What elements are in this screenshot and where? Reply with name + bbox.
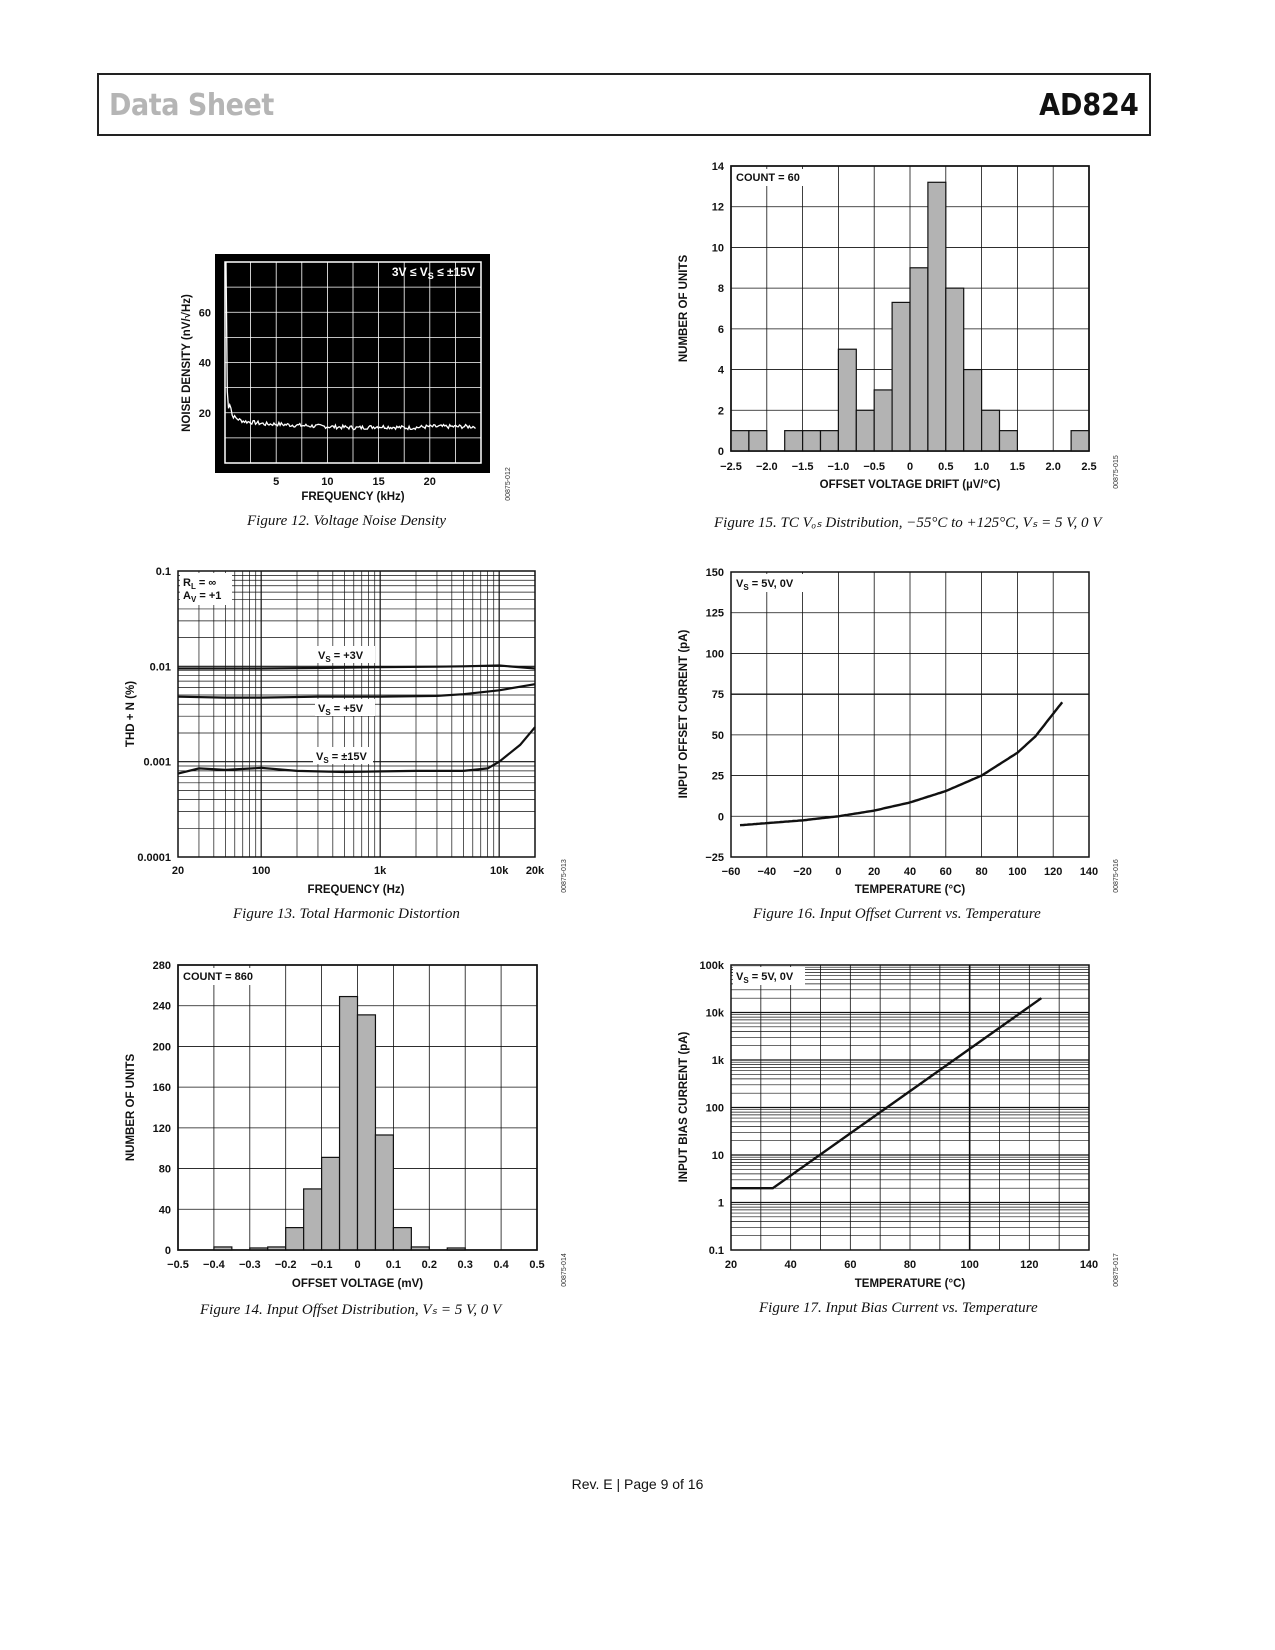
y-axis-label: INPUT OFFSET CURRENT (pA) [678,629,690,799]
figure-15-caption: Figure 15. TC Vₒₛ Distribution, −55°C to +125°C, Vₛ = 5 V, 0 V [714,515,1102,531]
y-tick-label: 12 [711,201,724,214]
y-tick-label: 0.0001 [137,852,171,864]
y-tick-label: 1 [717,1197,724,1210]
y-tick-label: 10 [711,1150,724,1162]
x-tick-label: 0.5 [529,1259,545,1271]
figure-code: 00875-012 [505,467,512,501]
x-tick-label: 20 [868,866,881,878]
x-tick-label: −1.0 [827,461,850,473]
x-tick-label: −40 [757,866,777,878]
x-tick-label: 2.0 [1045,461,1061,473]
x-tick-label: 20k [525,865,545,877]
y-axis-label: NOISE DENSITY (nV/√Hz) [181,294,193,432]
y-tick-label: 160 [152,1082,171,1095]
x-axis-label: FREQUENCY (Hz) [307,884,405,896]
series-label: $V_S = \pm 15V$ [316,751,367,765]
y-tick-label: 150 [705,567,724,579]
x-tick-label: 10k [489,865,509,877]
x-tick-label: −60 [721,866,741,878]
y-tick-label: 1k [711,1055,724,1067]
x-tick-label: −20 [793,866,812,878]
y-tick-label: 40 [158,1204,171,1217]
series-label: $V_S = +5V$ [318,703,364,717]
x-tick-label: 60 [844,1259,857,1271]
y-tick-label: 25 [711,770,724,783]
x-tick-label: 15 [372,476,385,488]
y-tick-label: 0.1 [708,1245,724,1257]
x-tick-label: 40 [903,866,917,878]
x-tick-label: 2.5 [1081,461,1097,473]
x-tick-label: 40 [784,1259,797,1271]
x-tick-label: 140 [1079,1259,1099,1271]
y-axis-label: INPUT BIAS CURRENT (pA) [678,1031,690,1183]
rl-av-annotation: $R_L$ = ∞ [183,577,217,591]
x-tick-label: 60 [939,866,952,878]
y-tick-label: 125 [705,607,724,620]
figure-16-caption: Figure 16. Input Offset Current vs. Temperature [753,906,1041,922]
y-tick-label: 200 [152,1041,171,1054]
y-tick-label: 75 [711,689,724,702]
y-tick-label: 8 [717,283,724,296]
y-tick-label: 6 [717,323,724,336]
page-footer: Rev. E | Page 9 of 16 [571,1476,704,1492]
y-tick-label: 240 [152,1000,171,1013]
figure-17-caption: Figure 17. Input Bias Current vs. Temperature [759,1300,1038,1316]
x-tick-label: 5 [273,476,280,488]
y-tick-label: 20 [198,407,211,420]
x-tick-label: 1.0 [973,461,990,473]
vs-range-annotation: $3V \le V_S \le \pm 15V$ [391,265,475,281]
figure-code: 00875-014 [561,1253,568,1287]
x-tick-label: −0.3 [238,1259,261,1271]
y-tick-label: 10 [711,242,724,255]
y-tick-label: 80 [158,1163,171,1176]
x-tick-label: 0 [354,1259,361,1271]
y-tick-label: 0 [717,446,724,458]
x-tick-label: 0 [906,461,914,473]
x-tick-label: 20 [423,476,436,488]
y-tick-label: 40 [198,357,211,370]
count-annotation: COUNT = 60 [736,172,800,184]
x-tick-label: −2.5 [720,461,742,473]
x-tick-label: 0.4 [493,1259,509,1271]
y-tick-label: 2 [717,405,724,418]
y-tick-label: −25 [705,852,724,864]
y-tick-label: 60 [198,307,211,320]
y-tick-label: 4 [717,364,724,377]
x-tick-label: 80 [975,866,988,878]
y-tick-label: 0.01 [149,661,171,674]
x-tick-label: −0.4 [203,1259,225,1271]
x-tick-label: −1.5 [791,461,814,473]
x-tick-label: 20 [171,865,185,877]
figure-code: 00875-015 [1113,455,1120,489]
vs-annotation: $V_S = 5V$, 0V [736,971,794,985]
x-tick-label: 120 [1044,866,1063,878]
x-tick-label: 100 [960,1259,979,1271]
x-tick-label: 100 [251,865,271,877]
x-tick-label: −2.0 [755,461,778,473]
y-tick-label: 0.001 [143,756,171,769]
x-axis-label: TEMPERATURE (°C) [854,884,966,896]
x-tick-label: 1k [374,865,387,877]
figure-code: 00875-013 [561,859,568,893]
y-tick-label: 120 [152,1122,171,1135]
y-tick-label: 100 [705,1102,724,1115]
y-tick-label: 14 [711,161,724,173]
y-tick-label: 100 [705,648,724,661]
y-axis-label: NUMBER OF UNITS [125,1053,137,1162]
y-tick-label: 0.1 [155,566,171,578]
header-left-title: Data Sheet [109,88,274,123]
y-tick-label: 50 [711,729,724,742]
y-tick-label: 10k [705,1007,724,1020]
x-tick-label: 20 [724,1259,738,1271]
x-tick-label: 10 [321,476,334,488]
x-tick-label: −0.5 [863,461,886,473]
figure-code: 00875-017 [1113,1253,1120,1287]
x-tick-label: −0.1 [310,1259,333,1271]
figure-12-caption: Figure 12. Voltage Noise Density [247,513,446,529]
x-tick-label: 0.5 [938,461,954,473]
x-axis-label: FREQUENCY (kHz) [301,491,405,503]
y-tick-label: 0 [717,811,724,824]
vs-annotation: $V_S = 5V$, 0V [736,578,794,592]
x-tick-label: 120 [1020,1259,1039,1271]
y-tick-label: 100k [699,960,724,972]
x-tick-label: 0.3 [457,1259,473,1271]
x-tick-label: 0 [835,866,842,878]
header-part-number: AD824 [1039,88,1139,123]
x-tick-label: −0.5 [167,1259,189,1271]
x-tick-label: 140 [1079,866,1099,878]
x-tick-label: 1.5 [1009,461,1026,473]
figure-code: 00875-016 [1113,859,1120,893]
x-axis-label: OFFSET VOLTAGE (mV) [291,1278,424,1290]
rl-av-annotation: $A_V = +1$ [183,590,222,604]
figure-13-caption: Figure 13. Total Harmonic Distortion [233,906,460,922]
x-tick-label: 0.1 [385,1259,402,1271]
y-axis-label: NUMBER OF UNITS [678,254,690,363]
series-label: $V_S = +3V$ [318,650,364,664]
y-tick-label: 280 [152,960,171,972]
y-tick-label: 0 [164,1245,171,1257]
x-tick-label: 80 [903,1259,917,1271]
x-tick-label: 0.2 [421,1259,437,1271]
y-axis-label: THD + N (%) [125,680,137,748]
x-axis-label: OFFSET VOLTAGE DRIFT (µV/°C) [819,479,1001,491]
x-tick-label: −0.2 [274,1259,297,1271]
x-axis-label: TEMPERATURE (°C) [854,1278,966,1290]
figure-14-caption: Figure 14. Input Offset Distribution, Vₛ = 5 V, 0 V [200,1302,502,1318]
x-tick-label: 100 [1008,866,1027,878]
count-annotation: COUNT = 860 [183,971,253,983]
